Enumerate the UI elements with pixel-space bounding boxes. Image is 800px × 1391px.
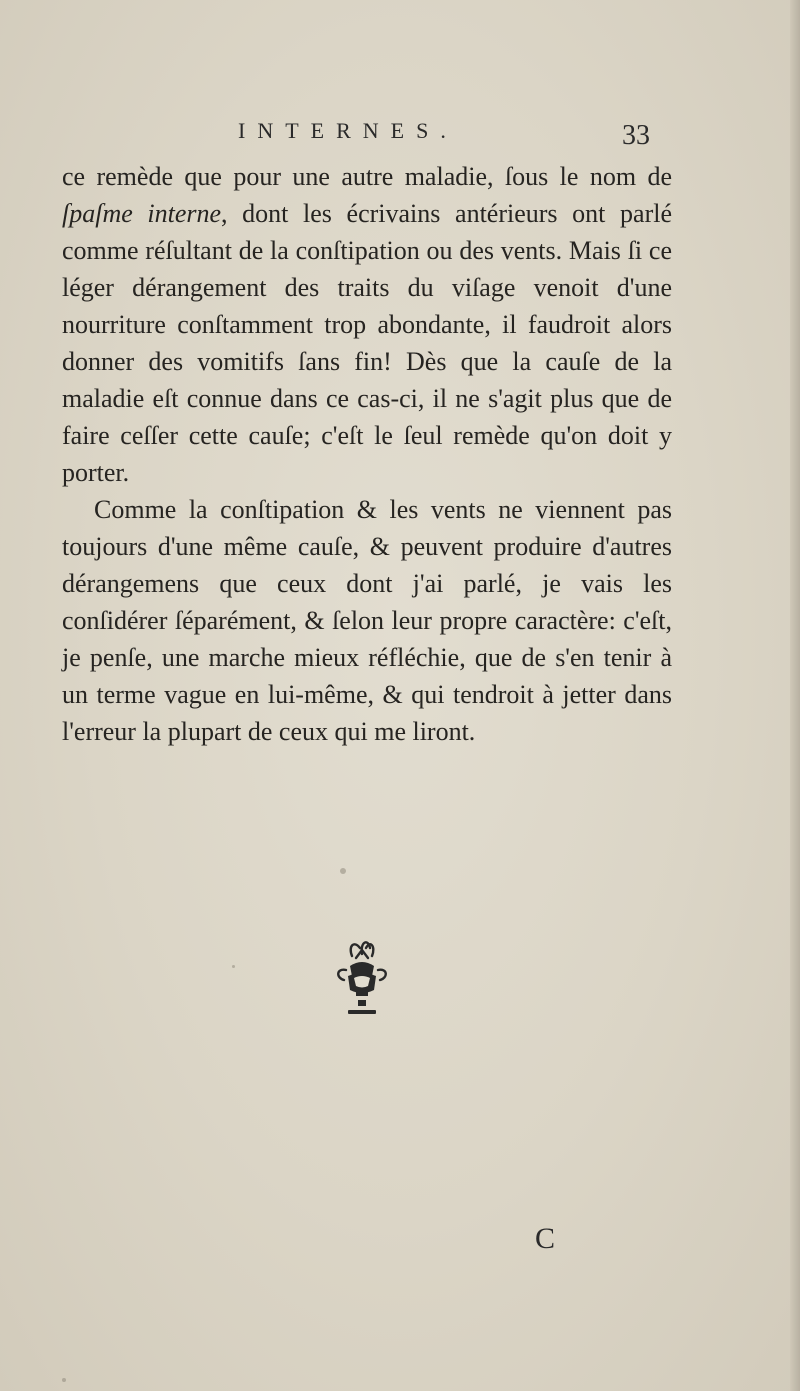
running-head: INTERNES. bbox=[238, 118, 458, 143]
page-edge bbox=[790, 0, 800, 1391]
paper-speck bbox=[340, 868, 346, 874]
vase-with-flowers-icon bbox=[330, 930, 394, 1025]
signature-mark: C bbox=[535, 1222, 556, 1255]
paragraph-1-start: ce remède que pour une autre maladie, ſous le nom de bbox=[62, 162, 672, 191]
body-text bbox=[62, 158, 672, 750]
paragraph-2: Comme la conſtipation & les vents ne viennent pas toujours d'une même cauſe, & peuvent produire d'autres dérangemens que ceux dont j'ai parlé, je vais les conſidérer ſéparément, & ſelon leur propre caractère: c'eſt, je penſe, une marche mieux réfléchie, que de s'en tenir à un terme vague en lui-même, & qui tendroit à jetter dans l'erreur la plupart de ceux qui me liront. bbox=[62, 495, 672, 746]
paragraph-1-italic: ſpaſme interne bbox=[62, 199, 222, 228]
paragraph-1-end: , dont les écrivains antérieurs ont parlé comme réſultant de la conſtipation ou des vents. Mais ſi ce léger dérangement des traits du viſage venoit d'une nourriture conſtamment trop abondante, il faudroit alors donner des vomitifs ſans fin! Dès que la cauſe de la maladie eſt connue dans ce cas-ci, il ne s'agit plus que de faire ceſſer cette cauſe; c'eſt le ſeul remède qu'on doit y porter. bbox=[62, 199, 672, 487]
paragraph-1 bbox=[62, 158, 672, 491]
paper-speck bbox=[232, 965, 235, 968]
page-number: 33 bbox=[622, 120, 650, 151]
paper-speck bbox=[62, 1378, 66, 1382]
